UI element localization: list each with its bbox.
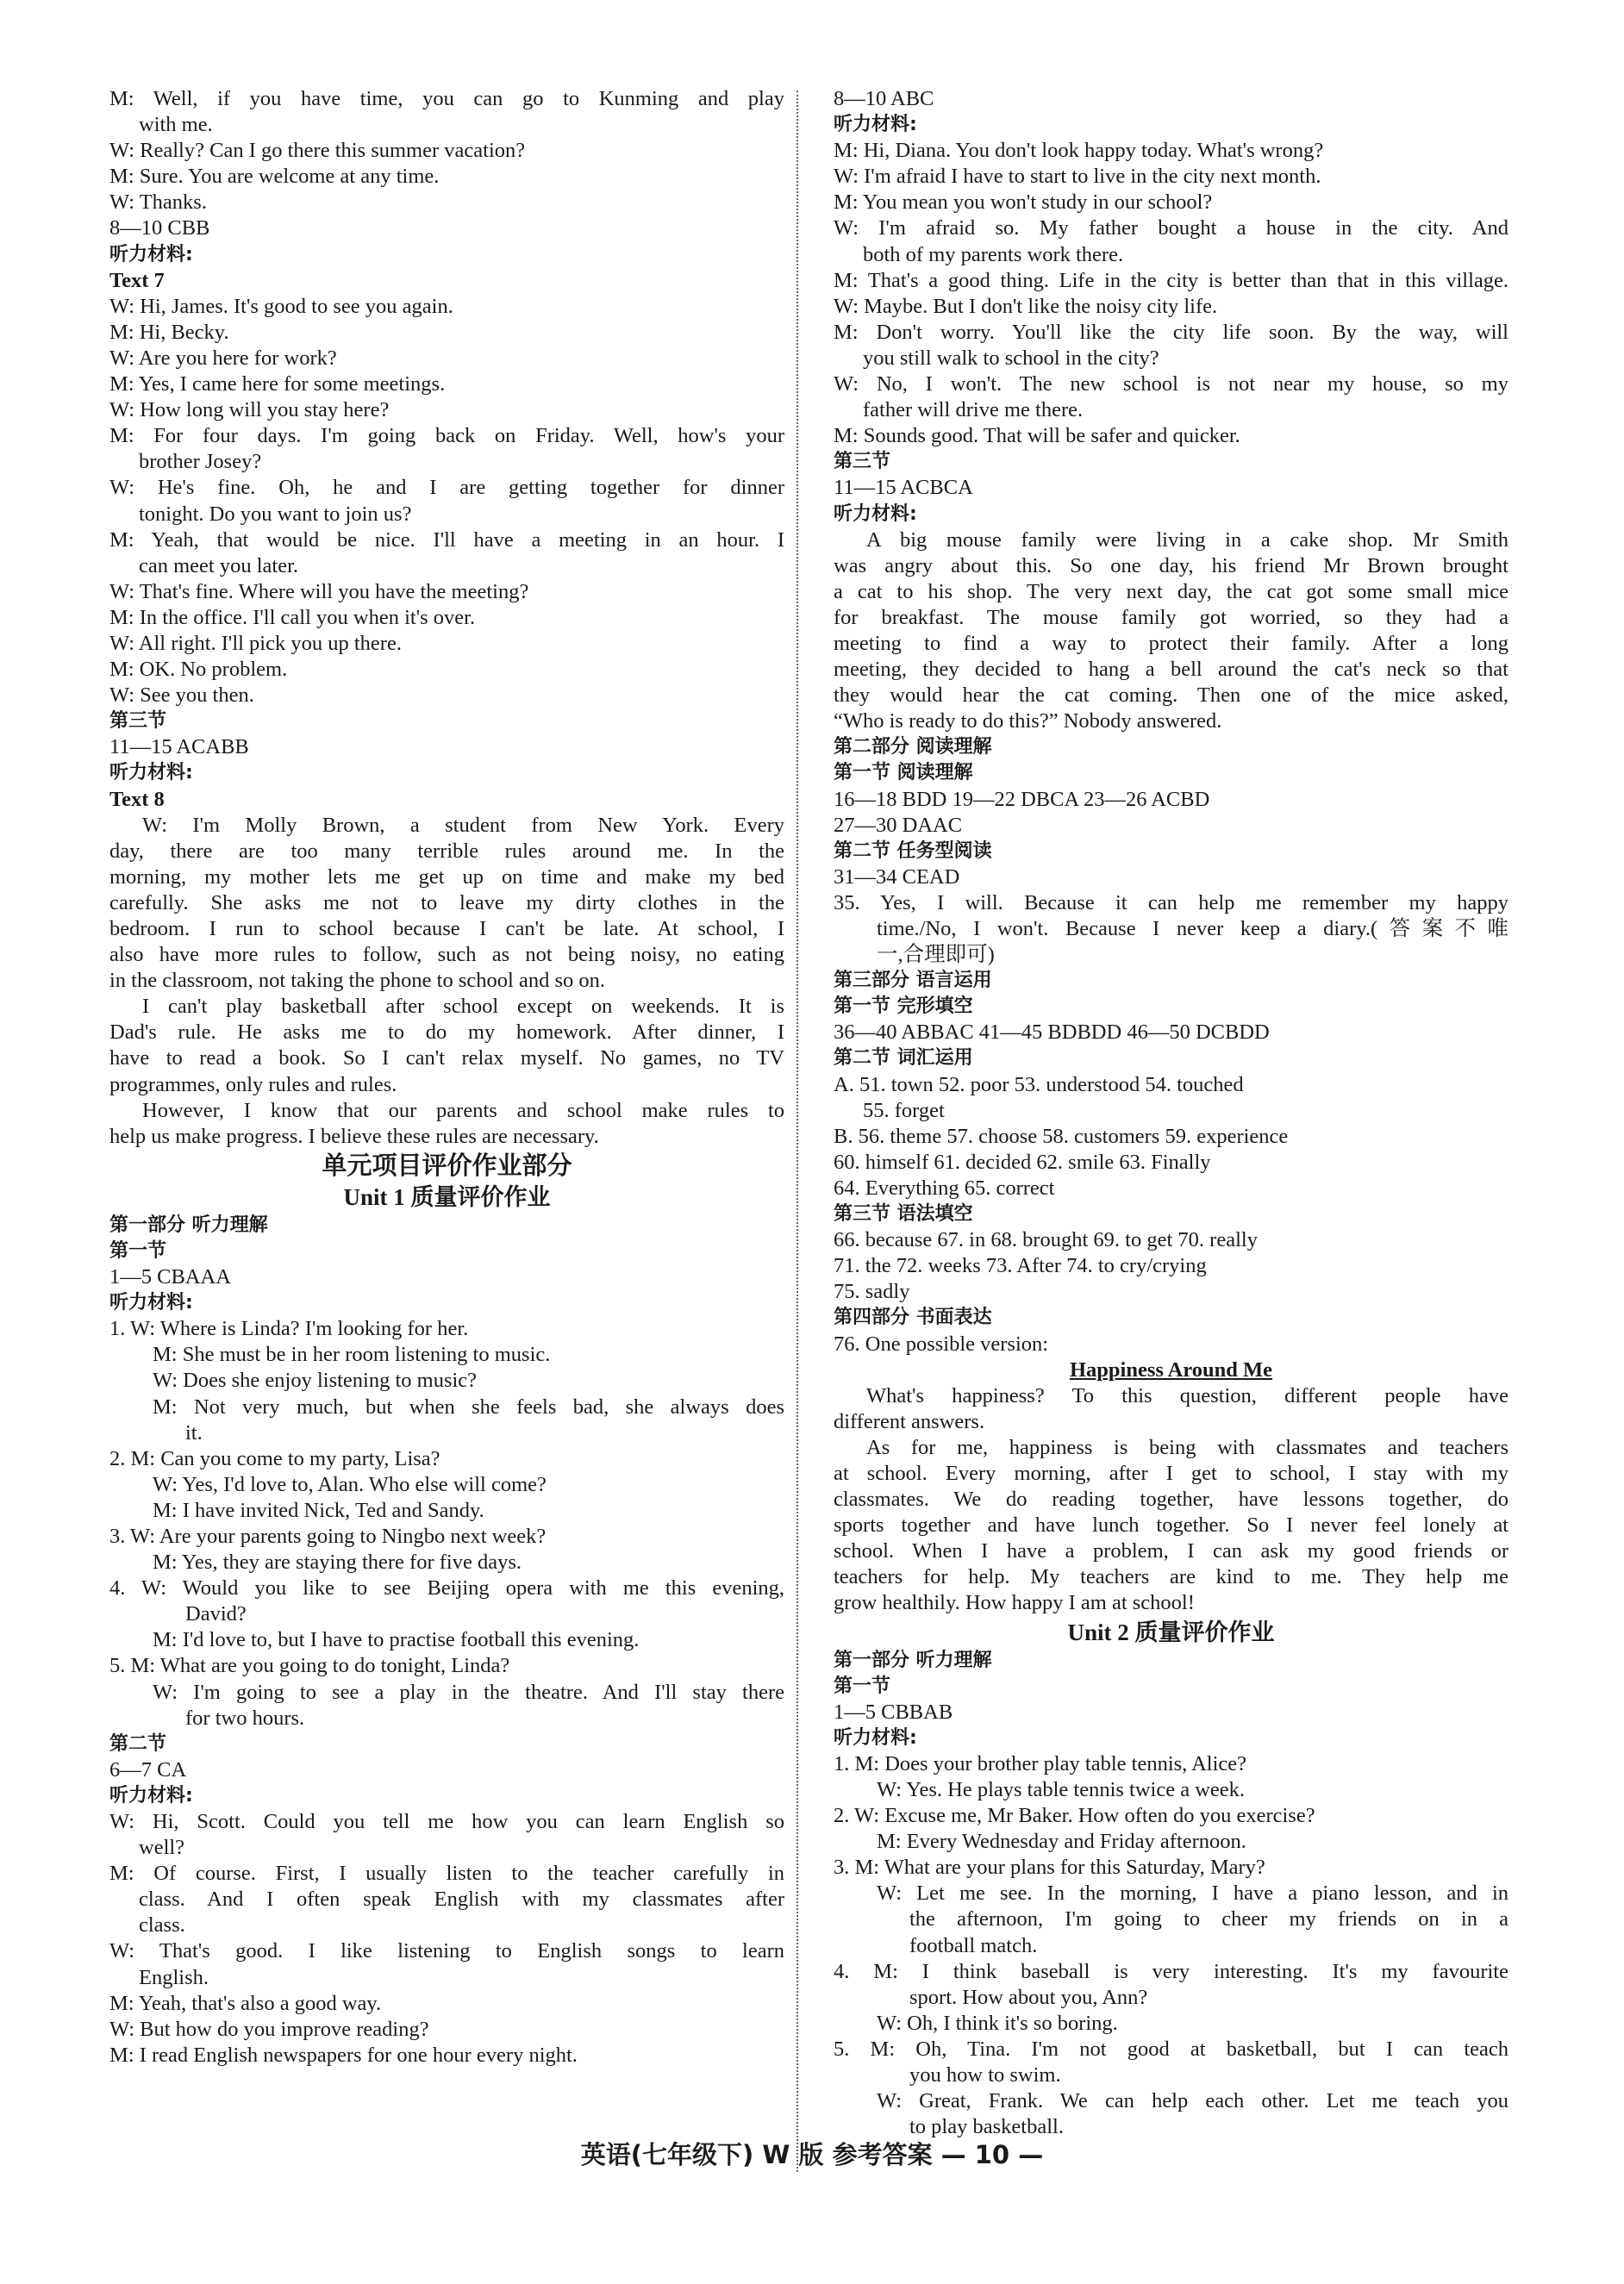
text-line: 64. Everything 65. correct	[834, 1176, 1055, 1200]
text-line: M: Sounds good. That will be safer and quicker.	[834, 424, 1240, 448]
text-line: Unit 2 质量评价作业	[1067, 1619, 1275, 1645]
text-line: W: Let me see. In the morning, I have a piano lesson, and in	[877, 1881, 1508, 1906]
text-line: it.	[185, 1420, 203, 1445]
text-line: W: I'm Molly Brown, a student from New York. Every	[142, 813, 784, 837]
text-line: Text 8	[109, 787, 165, 811]
text-line: M: Yeah, that's also a good way.	[109, 1991, 382, 2015]
text-line: W: That's fine. Where will you have the meeting?	[109, 579, 529, 603]
text-line: W: Are you here for work?	[109, 346, 337, 370]
text-line: help us make progress. I believe these rules are necessary.	[109, 1124, 599, 1148]
text-line: you still walk to school in the city?	[863, 346, 1159, 370]
page-footer: 英语(七年级下) W 版 参考答案 — 10 —	[580, 2140, 1044, 2169]
text-line: 8—10 CBB	[109, 216, 210, 240]
text-line: W: Hi, James. It's good to see you again.	[109, 294, 453, 318]
text-line: 2. M: Can you come to my party, Lisa?	[109, 1446, 440, 1470]
text-line: 第二节 任务型阅读	[834, 839, 992, 862]
text-line: B. 56. theme 57. choose 58. customers 59. experience	[834, 1124, 1289, 1148]
text-line: 第三部分 语言运用	[834, 970, 992, 992]
text-line: M: Yes, I came here for some meetings.	[109, 372, 446, 396]
text-line: W: How long will you stay here?	[109, 398, 390, 422]
text-line: W: I'm afraid I have to start to live in the city next month.	[834, 165, 1321, 189]
text-line: W: I'm going to see a play in the theatre. And I'll stay there	[153, 1680, 784, 1704]
text-line: 一,合理即可)	[877, 943, 995, 967]
text-line: 第一节	[109, 1239, 167, 1262]
text-line: 1. M: Does your brother play table tennis, Alice?	[834, 1751, 1246, 1775]
text-line: father will drive me there.	[863, 398, 1084, 422]
text-line: A big mouse family were living in a cake shop. Mr Smith	[866, 527, 1508, 552]
text-line: M: You mean you won't study in our school?	[834, 190, 1213, 215]
text-line: both of my parents work there.	[863, 242, 1124, 266]
text-line: W: I'm afraid so. My father bought a house in the city. And	[834, 216, 1508, 240]
text-line: have to read a book. So I can't relax myself. No games, no TV	[109, 1046, 784, 1070]
text-line: 听力材料:	[109, 1292, 193, 1314]
text-line: W: Yes. He plays table tennis twice a week.	[877, 1778, 1246, 1801]
text-line: with me.	[139, 113, 213, 137]
text-line: M: Don't worry. You'll like the city life soon. By the way, will	[834, 320, 1508, 344]
text-line: 3. W: Are your parents going to Ningbo next week?	[109, 1524, 547, 1548]
text-line: M: Yeah, that would be nice. I'll have a meeting in an hour. I	[109, 527, 784, 552]
text-line: M: OK. No problem.	[109, 658, 288, 682]
text-line: M: In the office. I'll call you when it's over.	[109, 605, 476, 629]
text-line: 听力材料:	[834, 1726, 917, 1749]
text-line: for breakfast. The mouse family got worried, so they had a	[834, 605, 1508, 629]
text-line: 35. Yes, I will. Because it can help me remember my happy	[834, 890, 1508, 914]
text-line: bedroom. I run to school because I can't be late. At school, I	[109, 917, 784, 940]
text-line: grow healthily. How happy I am at school!	[834, 1591, 1195, 1615]
text-line: 第一节 阅读理解	[834, 762, 973, 784]
text-line: 听力材料:	[109, 762, 193, 784]
text-line: W: Oh, I think it's so boring.	[877, 2011, 1118, 2035]
text-line: However, I know that our parents and school make rules to	[142, 1098, 784, 1122]
text-line: they would hear the cat coming. Then one of the mice asked,	[834, 683, 1508, 708]
column-divider	[796, 90, 798, 2172]
text-line: class. And I often speak English with my classmates after	[139, 1888, 784, 1912]
text-line: football match.	[909, 1933, 1038, 1957]
text-line: W: Maybe. But I don't like the noisy city life.	[834, 294, 1218, 318]
text-line: 第一节	[834, 1675, 891, 1697]
text-line: sport. How about you, Ann?	[909, 1985, 1148, 2009]
text-line: English.	[139, 1965, 209, 1989]
text-line: in the classroom, not taking the phone to school and so on.	[109, 969, 605, 993]
text-line: class.	[139, 1913, 185, 1938]
text-line: 4. M: I think baseball is very interesting. It's my favourite	[834, 1959, 1508, 1983]
text-line: As for me, happiness is being with classmates and teachers	[866, 1435, 1508, 1459]
text-line: 11—15 ACBCA	[834, 476, 973, 500]
text-line: well?	[139, 1836, 185, 1860]
text-line: Dad's rule. He asks me to do my homework. After dinner, I	[109, 1020, 784, 1045]
text-line: you how to swim.	[909, 2063, 1061, 2087]
text-line: time./No, I won't. Because I never keep a diary.(答案不唯	[877, 917, 1508, 940]
text-line: M: I'd love to, but I have to practise football this evening.	[153, 1628, 640, 1652]
text-line: M: I read English newspapers for one hour every night.	[109, 2043, 578, 2067]
text-line: “Who is ready to do this?” Nobody answered.	[834, 709, 1222, 733]
text-line: 听力材料:	[834, 502, 917, 525]
text-line: 第一部分 听力理解	[109, 1214, 268, 1236]
text-line: What's happiness? To this question, different people have	[866, 1383, 1508, 1407]
text-line: meeting to find a way to protect their family. After a long	[834, 631, 1508, 655]
text-line: W: All right. I'll pick you up there.	[109, 631, 402, 655]
text-line: 1—5 CBBAB	[834, 1700, 953, 1724]
text-line: M: I have invited Nick, Ted and Sandy.	[153, 1498, 484, 1522]
text-line: 第三节 语法填空	[834, 1203, 973, 1226]
text-line: W: Great, Frank. We can help each other. Let me teach you	[877, 2089, 1508, 2113]
text-line: 60. himself 61. decided 62. smile 63. Finally	[834, 1150, 1211, 1174]
text-line: Happiness Around Me	[1069, 1357, 1273, 1382]
text-line: carefully. She asks me not to leave my dirty clothes in the	[109, 890, 784, 914]
text-line: tonight. Do you want to join us?	[139, 502, 412, 526]
text-line: 第二节	[109, 1732, 167, 1755]
text-line: M: Hi, Becky.	[109, 320, 229, 344]
text-line: Text 7	[109, 268, 165, 292]
text-line: meeting, they decided to hang a bell around the cat's neck so that	[834, 658, 1508, 682]
text-line: 75. sadly	[834, 1280, 910, 1304]
text-line: M: She must be in her room listening to music.	[153, 1343, 551, 1367]
text-line: 8—10 ABC	[834, 87, 934, 110]
text-line: 单元项目评价作业部分	[322, 1150, 572, 1180]
text-line: W: No, I won't. The new school is not near my house, so my	[834, 372, 1508, 396]
text-line: teachers for help. My teachers are kind to me. They help me	[834, 1565, 1508, 1589]
text-line: M: That's a good thing. Life in the city is better than that in this village.	[834, 268, 1508, 292]
text-line: 4. W: Would you like to see Beijing opera with me this evening,	[109, 1576, 784, 1601]
text-line: M: Of course. First, I usually listen to the teacher carefully in	[109, 1862, 784, 1886]
text-line: W: Yes, I'd love to, Alan. Who else will come?	[153, 1472, 547, 1496]
text-line: 66. because 67. in 68. brought 69. to get 70. really	[834, 1228, 1258, 1252]
text-line: W: See you then.	[109, 683, 254, 708]
text-line: day, there are too many terrible rules around me. In the	[109, 839, 784, 863]
text-line: Unit 1 质量评价作业	[343, 1183, 551, 1210]
text-line: M: Every Wednesday and Friday afternoon.	[877, 1830, 1246, 1854]
left-column	[109, 86, 784, 2069]
text-line: a cat to his shop. The very next day, the cat got some small mice	[834, 579, 1508, 603]
text-line: 1. W: Where is Linda? I'm looking for her.	[109, 1317, 469, 1341]
text-line: different answers.	[834, 1409, 985, 1433]
text-line: to play basketball.	[909, 2115, 1064, 2139]
text-line: classmates. We do reading together, have lessons together, do	[834, 1488, 1508, 1512]
text-line: also have more rules to follow, such as not being noisy, no eating	[109, 943, 784, 967]
text-line: 71. the 72. weeks 73. After 74. to cry/crying	[834, 1254, 1207, 1278]
text-line: 11—15 ACABB	[109, 735, 249, 759]
text-line: at school. Every morning, after I get to school, I stay with my	[834, 1461, 1508, 1485]
text-line: 27—30 DAAC	[834, 813, 963, 837]
text-line: 55. forget	[863, 1098, 945, 1122]
text-line: 5. M: What are you going to do tonight, Linda?	[109, 1654, 510, 1678]
text-line: programmes, only rules and rules.	[109, 1072, 397, 1096]
text-line: W: Hi, Scott. Could you tell me how you can learn English so	[109, 1810, 784, 1833]
text-line: 第一节 完形填空	[834, 995, 973, 1018]
text-line: can meet you later.	[139, 553, 299, 577]
text-line: 第一部分 听力理解	[834, 1649, 992, 1671]
text-line: M: Not very much, but when she feels bad, she always does	[153, 1395, 784, 1419]
text-line: sports together and have lunch together. So I never feel lonely at	[834, 1513, 1508, 1538]
text-line: 听力材料:	[109, 1784, 193, 1807]
text-line: school. When I have a problem, I can ask my good friends or	[834, 1539, 1508, 1563]
text-line: for two hours.	[185, 1706, 305, 1730]
text-line: M: Well, if you have time, you can go to Kunming and play	[109, 87, 784, 110]
text-line: 3. M: What are your plans for this Saturday, Mary?	[834, 1856, 1265, 1880]
text-line: W: Thanks.	[109, 190, 207, 215]
text-line: W: But how do you improve reading?	[109, 2017, 429, 2041]
text-line: W: He's fine. Oh, he and I are getting together for dinner	[109, 476, 784, 500]
text-line: 6—7 CA	[109, 1757, 187, 1782]
text-line: 第二部分 阅读理解	[834, 736, 992, 758]
text-line: I can't play basketball after school except on weekends. It is	[142, 995, 784, 1019]
text-line: W: That's good. I like listening to English songs to learn	[109, 1939, 784, 1963]
text-line: David?	[185, 1602, 247, 1626]
text-line: 听力材料:	[109, 243, 193, 265]
text-line: 2. W: Excuse me, Mr Baker. How often do you exercise?	[834, 1804, 1315, 1828]
text-line: 16—18 BDD 19—22 DBCA 23—26 ACBD	[834, 787, 1210, 811]
text-line: 36—40 ABBAC 41—45 BDBDD 46—50 DCBDD	[834, 1020, 1270, 1045]
text-line: 第四部分 书面表达	[834, 1307, 992, 1329]
right-column	[834, 86, 1508, 2140]
text-line: 第三节	[834, 451, 891, 473]
text-line: 5. M: Oh, Tina. I'm not good at basketball, but I can teach	[834, 2037, 1508, 2061]
text-line: 1—5 CBAAA	[109, 1265, 231, 1289]
text-line: 31—34 CEAD	[834, 864, 960, 889]
text-line: W: Does she enjoy listening to music?	[153, 1369, 478, 1393]
text-line: 第二节 词汇运用	[834, 1047, 973, 1070]
text-line: morning, my mother lets me get up on time and make my bed	[109, 864, 784, 889]
text-line: brother Josey?	[139, 450, 262, 474]
text-line: M: Hi, Diana. You don't look happy today. What's wrong?	[834, 139, 1324, 163]
text-line: was angry about this. So one day, his friend Mr Brown brought	[834, 553, 1508, 577]
text-line: 听力材料:	[834, 114, 917, 136]
text-line: M: Sure. You are welcome at any time.	[109, 165, 440, 189]
text-line: M: Yes, they are staying there for five days.	[153, 1551, 522, 1575]
text-line: the afternoon, I'm going to cheer my friends on in a	[909, 1907, 1508, 1931]
text-line: A. 51. town 52. poor 53. understood 54. touched	[834, 1072, 1244, 1096]
text-line: 76. One possible version:	[834, 1332, 1049, 1356]
text-line: W: Really? Can I go there this summer vacation?	[109, 139, 526, 163]
text-line: 第三节	[109, 710, 167, 733]
text-line: M: For four days. I'm going back on Friday. Well, how's your	[109, 424, 784, 448]
